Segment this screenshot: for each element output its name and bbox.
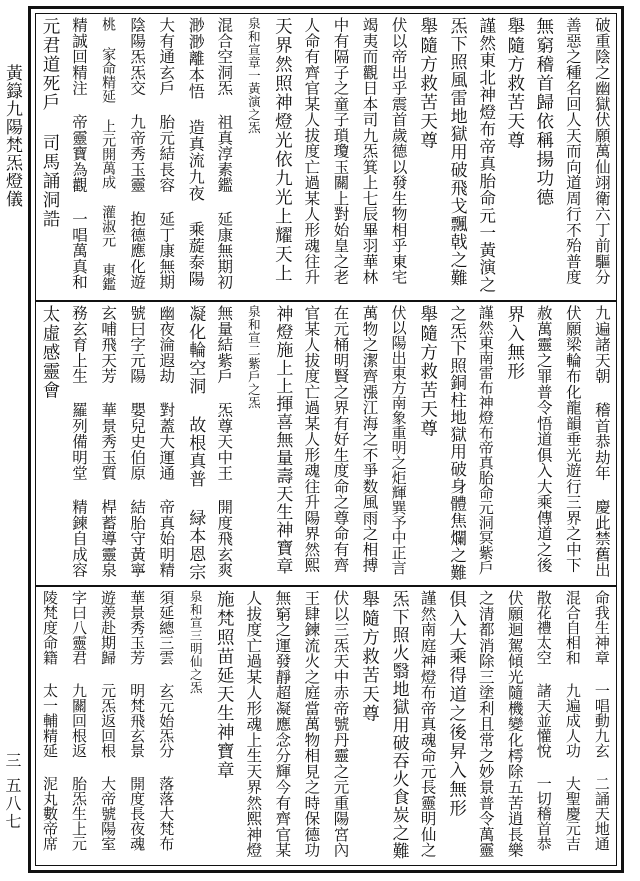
text-column: 人拔度亡過某人形魂上生天界然熙神燈 [244, 590, 263, 858]
text-column: 舉隨方救苦天尊 [417, 305, 438, 438]
text-column: 伏願迴駕傾光隨機變化樗除五苦逍長樂 [505, 590, 524, 858]
text-column: 渺渺離本悟 造真流九夜 乘蔙泰陽 [186, 17, 206, 287]
text-column: 伏以帝出乎震首歲德以發生物相乎東宅 [389, 17, 408, 285]
text-column: 九遍諸天朝 稽首恭劫年 慶此禁舊出 [592, 305, 611, 578]
text-column: 精誠回精注 帝靈寶為觀 一唱萬真和 [70, 17, 89, 290]
text-column: 散花禮太空 諸天並懽悅 一切稽首恭 [534, 590, 553, 851]
text-column: 界入無形 [504, 305, 525, 381]
text-column: 王肆鍊流火之庭當萬物相見之時保德功 [302, 590, 321, 858]
text-column: 陰陽炁炁交 九帝秀玉靈 抱德應化遊 [128, 17, 147, 290]
text-panel-top [36, 14, 616, 302]
text-column: 太虛感靈會 [40, 305, 60, 400]
text-frame-inner [35, 13, 617, 866]
text-column: 善惡之種名回人天而向道周行不殆普度 [563, 17, 582, 285]
text-column: 務玄育上生 羅列備明堂 精鍊自成容 [70, 305, 89, 578]
text-column: 幽夜淪遐劫 對蓋大運通 帝真始明精 [157, 305, 176, 578]
text-column: 命我生神章 一唱動九玄 二誦天地通 [592, 590, 611, 851]
text-column: 俱入大乘得道之後昇入無形 [446, 590, 467, 818]
text-column: 神燈施上上揮喜無量壽天生神寶章 [272, 305, 293, 575]
text-column: 泉和宣二紫戶之炁 [246, 305, 262, 409]
text-column: 炁下照風雷地獄用破飛戈飄戟之難 [446, 17, 467, 287]
text-column: 謹然東南雷布神燈布帝真胎命元洞冥紫戶 [476, 305, 495, 575]
text-column: 無量結紫戶 炁尊天中王 開度飛玄爽 [215, 305, 234, 578]
text-column: 陵梵度命籍 太一輔精延 泥丸數帝席 [41, 590, 59, 851]
text-column: 玄哺飛天芳 華景秀玉質 桿蓄導靈泉 [99, 305, 118, 578]
text-column: 赦萬靈之罪普令悟道俱入大乘傳道之後 [534, 305, 553, 573]
text-column: 謹然南庭神燈布帝真魂命元長靈明仙之 [418, 590, 437, 858]
text-column: 凝化輪空洞 故根真普 緑本恩宗 [185, 305, 206, 581]
text-column: 華景秀玉芳 明梵飛玄景 開度長夜魂 [128, 590, 147, 851]
text-column: 伏以三炁天中赤帝號丹靈之元重陽宮內 [331, 590, 350, 858]
text-column: 泉和宣章一黃演之炁 [246, 17, 262, 134]
text-panel-middle [36, 302, 616, 587]
text-column: 舉隨方救苦天尊 [359, 590, 380, 723]
text-column: 無窮稽首歸依稱揚功德 [533, 17, 554, 207]
text-column: 號曰字元陽 嬰兒史伯原 結胎守黃寧 [128, 305, 147, 578]
text-column: 在元桶明賢之界有好生度命之尊命有齊 [331, 305, 350, 573]
column-group-middle [38, 305, 614, 582]
text-column: 官某人拔度亡過某人形魂往升陽界然熙 [302, 305, 321, 573]
text-column: 舉隨方救苦天尊 [417, 17, 438, 150]
text-column: 元君道死戶 司馬誦洞誥 [40, 17, 60, 229]
text-column: 破重陰之幽獄伏願萬仙翊衛六丁前驅分 [592, 17, 611, 285]
text-panel-bottom [36, 587, 616, 865]
text-column: 之炁下照銅柱地獄用破身體焦爛之難 [447, 305, 467, 581]
text-column: 施梵照苗延天生神寶章 [214, 590, 235, 780]
text-column: 謹然東北神燈布帝真胎命元一黃演之 [476, 17, 496, 293]
text-column: 字曰八靈君 九關回根返 胎炁生上元 [70, 590, 89, 851]
text-frame [28, 6, 624, 873]
text-column: 混合自相和 九遍成人功 大聖慶元吉 [563, 590, 582, 851]
text-column: 萬物之潔齊漲江海之不爭数風雨之相搏 [360, 305, 379, 573]
text-column: 竭夷而觀日本司九炁箕上七辰畢羽華林 [360, 17, 379, 285]
text-column: 中有隔子之童子瑣瓊玉關上對始皇之老 [331, 17, 350, 285]
text-column: 大有通玄戶 胎元結長容 延丁康無期 [157, 17, 176, 290]
text-column: 須延總三雲 玄元始炁分 落落大梵布 [157, 590, 176, 851]
margin-page-number: 三 五八七 [3, 752, 22, 832]
text-column: 伏以陽出東方南象重明之炬輝巽予中正言 [389, 305, 408, 575]
text-column: 泉和宣三明仙之炁 [188, 590, 204, 694]
text-column: 之清都消除三塗利且常之妙景普令萬靈 [476, 590, 495, 858]
column-group-bottom [38, 590, 614, 862]
text-column: 混合空洞炁 祖真淳素鑑 延康無期初 [215, 17, 234, 290]
text-column: 遊羨赴期歸 元炁返回根 大帝號陽室 [99, 590, 118, 851]
text-column: 炁下照火翳地獄用破吞火食炭之難 [388, 590, 409, 860]
text-column: 天界然照神燈光依九光上耀天上 [272, 17, 293, 283]
column-group-top [38, 17, 614, 297]
margin-book-title: 黃籙九陽梵炁燈儀 [2, 64, 22, 208]
text-column: 無窮之運發靜超凝應念分輝今有齊官某 [273, 590, 292, 858]
text-column: 人命有齊官某人拔度亡過某人形魂往升 [302, 17, 321, 285]
text-column: 舉隨方救苦天尊 [504, 17, 525, 150]
text-column: 伏願梁輪布化龍韻垂光遊行三界之中下 [563, 305, 582, 573]
text-column: 桃 家命精延 上元開萬成 灌淑元 東鑑 [100, 17, 117, 291]
